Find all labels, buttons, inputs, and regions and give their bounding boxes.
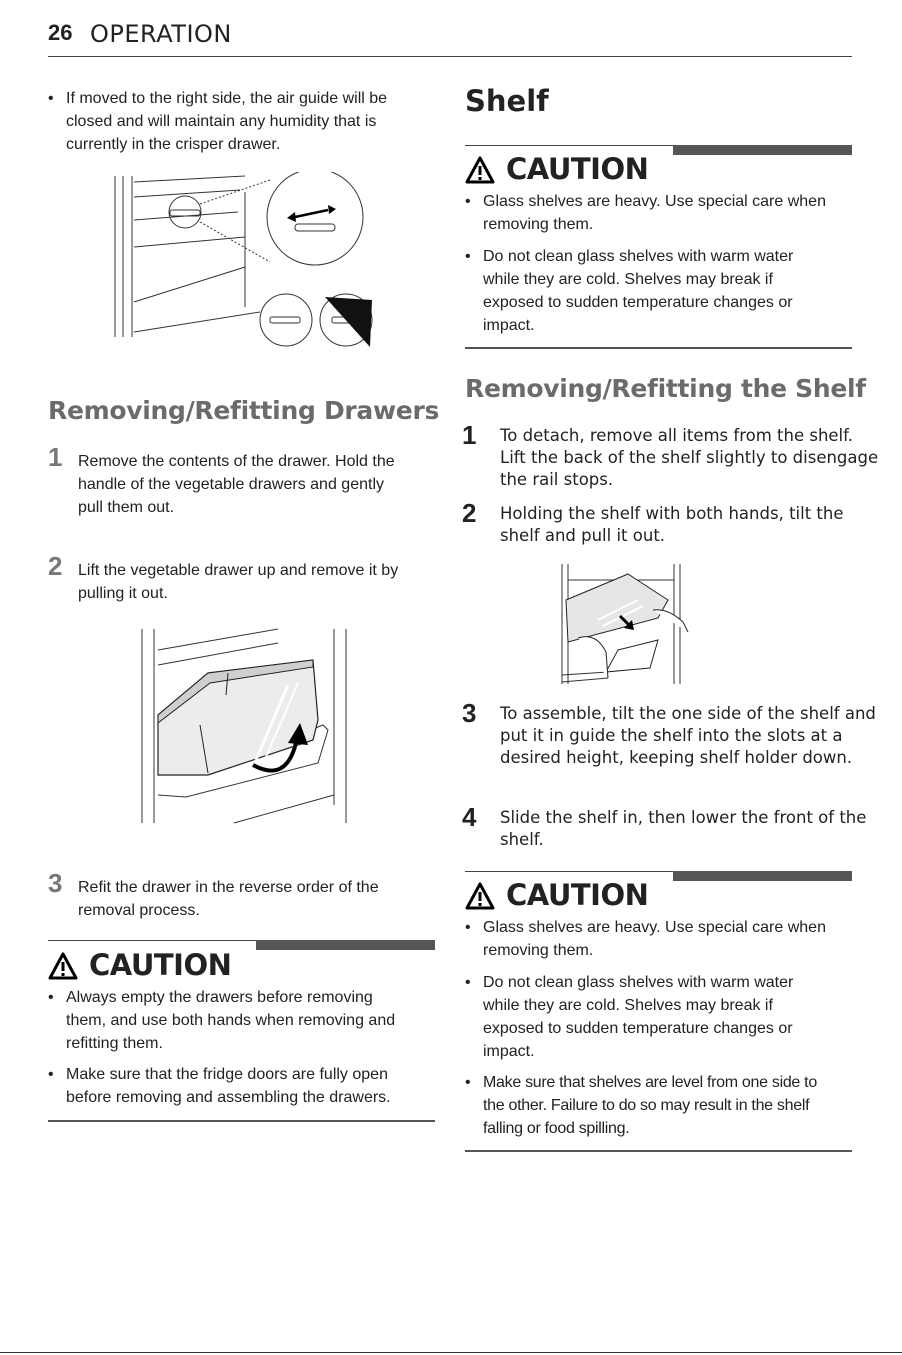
caution-line: removing them. [483,216,594,233]
caution-bottom-rule [465,1150,852,1152]
caution-bullet [465,916,855,964]
caution-label: CAUTION [506,152,649,186]
page-bottom-rule [0,1352,902,1353]
caution-line: falling or food spilling. [483,1120,630,1137]
caution-line: Always empty the drawers before removing [66,989,373,1006]
caution-bullet [48,1063,438,1111]
step-text [78,450,395,519]
section-title: OPERATION [90,20,232,48]
step-number: 1 [462,420,477,450]
step-text [78,559,398,605]
shelf-section-title: Shelf [465,84,549,118]
warning-icon [465,156,495,184]
step-text [500,425,878,491]
step-line: shelf. [500,830,544,849]
caution-bottom-rule [465,347,852,349]
caution-top-bar [673,871,852,881]
caution-bullet [465,971,855,1065]
caution-line: refitting them. [66,1035,163,1052]
caution-line: before removing and assembling the drawers. [66,1089,391,1106]
caution-top-bar [673,145,852,155]
caution-top-bar [256,940,435,950]
caution-line: impact. [483,317,535,334]
caution-line: impact. [483,1043,535,1060]
step-text [500,703,876,769]
step-number: 2 [48,551,63,581]
page-number: 26 [48,20,73,45]
step-number: 3 [462,698,477,728]
step-number: 1 [48,442,63,472]
caution-bullet [465,1071,865,1141]
step-text [500,503,844,547]
step-line: put it in guide the shelf into the slots at a [500,726,843,745]
step-line: the rail stops. [500,470,614,489]
warning-icon [465,882,495,910]
header-rule [48,56,852,57]
bullet-dot: • [465,919,471,936]
caution-label: CAUTION [89,948,232,982]
caution-top-line [48,940,258,941]
step-line: desired height, keeping shelf holder down. [500,748,853,767]
warning-icon [48,952,78,980]
shelf-sub-title: Removing/Refitting the Shelf [465,374,866,403]
bullet-dot: • [48,989,54,1006]
bullet-dot: • [465,974,471,991]
caution-line: Do not clean glass shelves with warm water [483,248,794,265]
bullet-dot: • [465,1074,471,1091]
bullet-dot: • [48,90,54,107]
drawers-section-title: Removing/Refitting Drawers [48,396,440,425]
step-line: shelf and pull it out. [500,526,666,545]
step-line: Holding the shelf with both hands, tilt the [500,504,844,523]
caution-line: exposed to sudden temperature changes or [483,294,793,311]
step-number: 3 [48,868,63,898]
intro-line: closed and will maintain any humidity that is [66,113,377,130]
step-line: Slide the shelf in, then lower the front of the [500,808,867,827]
step-line: Lift the back of the shelf slightly to disengage [500,448,879,467]
caution-line: Do not clean glass shelves with warm water [483,974,794,991]
caution-line: while they are cold. Shelves may break if [483,271,773,288]
step-line: To detach, remove all items from the shelf. [500,426,853,445]
caution-bullet [48,986,438,1056]
caution-line: Make sure that the fridge doors are fully open [66,1066,388,1083]
caution-line: Glass shelves are heavy. Use special care when [483,919,826,936]
step-line: To assemble, tilt the one side of the shelf and [500,704,876,723]
crisper-air-guide-illustration [110,172,375,350]
shelf-removal-illustration [558,560,698,688]
intro-bullet [48,87,438,157]
step-line: removal process. [78,902,200,919]
caution-bullet [465,245,855,339]
caution-top-line [465,871,675,872]
caution-line: removing them. [483,942,594,959]
caution-label: CAUTION [506,878,649,912]
caution-line: Glass shelves are heavy. Use special care when [483,193,826,210]
drawer-removal-illustration [138,625,353,827]
caution-top-line [465,145,675,146]
caution-line: the other. Failure to do so may result in the shelf [483,1097,810,1114]
caution-line: them, and use both hands when removing and [66,1012,396,1029]
bullet-dot: • [48,1066,54,1083]
step-line: Lift the vegetable drawer up and remove it by [78,562,399,579]
step-line: pulling it out. [78,585,168,602]
step-number: 4 [462,802,477,832]
step-line: handle of the vegetable drawers and gently [78,476,384,493]
step-line: pull them out. [78,499,175,516]
bullet-dot: • [465,193,471,210]
caution-line: while they are cold. Shelves may break if [483,997,773,1014]
bullet-dot: • [465,248,471,265]
step-line: Refit the drawer in the reverse order of the [78,879,379,896]
caution-bullet [465,190,855,238]
caution-bottom-rule [48,1120,435,1122]
intro-line: currently in the crisper drawer. [66,136,281,153]
caution-line: exposed to sudden temperature changes or [483,1020,793,1037]
step-text [500,807,866,851]
step-line: Remove the contents of the drawer. Hold the [78,453,395,470]
step-text [78,876,379,922]
step-number: 2 [462,498,477,528]
intro-line: If moved to the right side, the air guide will be [66,90,388,107]
caution-line: Make sure that shelves are level from one side to [483,1074,817,1091]
